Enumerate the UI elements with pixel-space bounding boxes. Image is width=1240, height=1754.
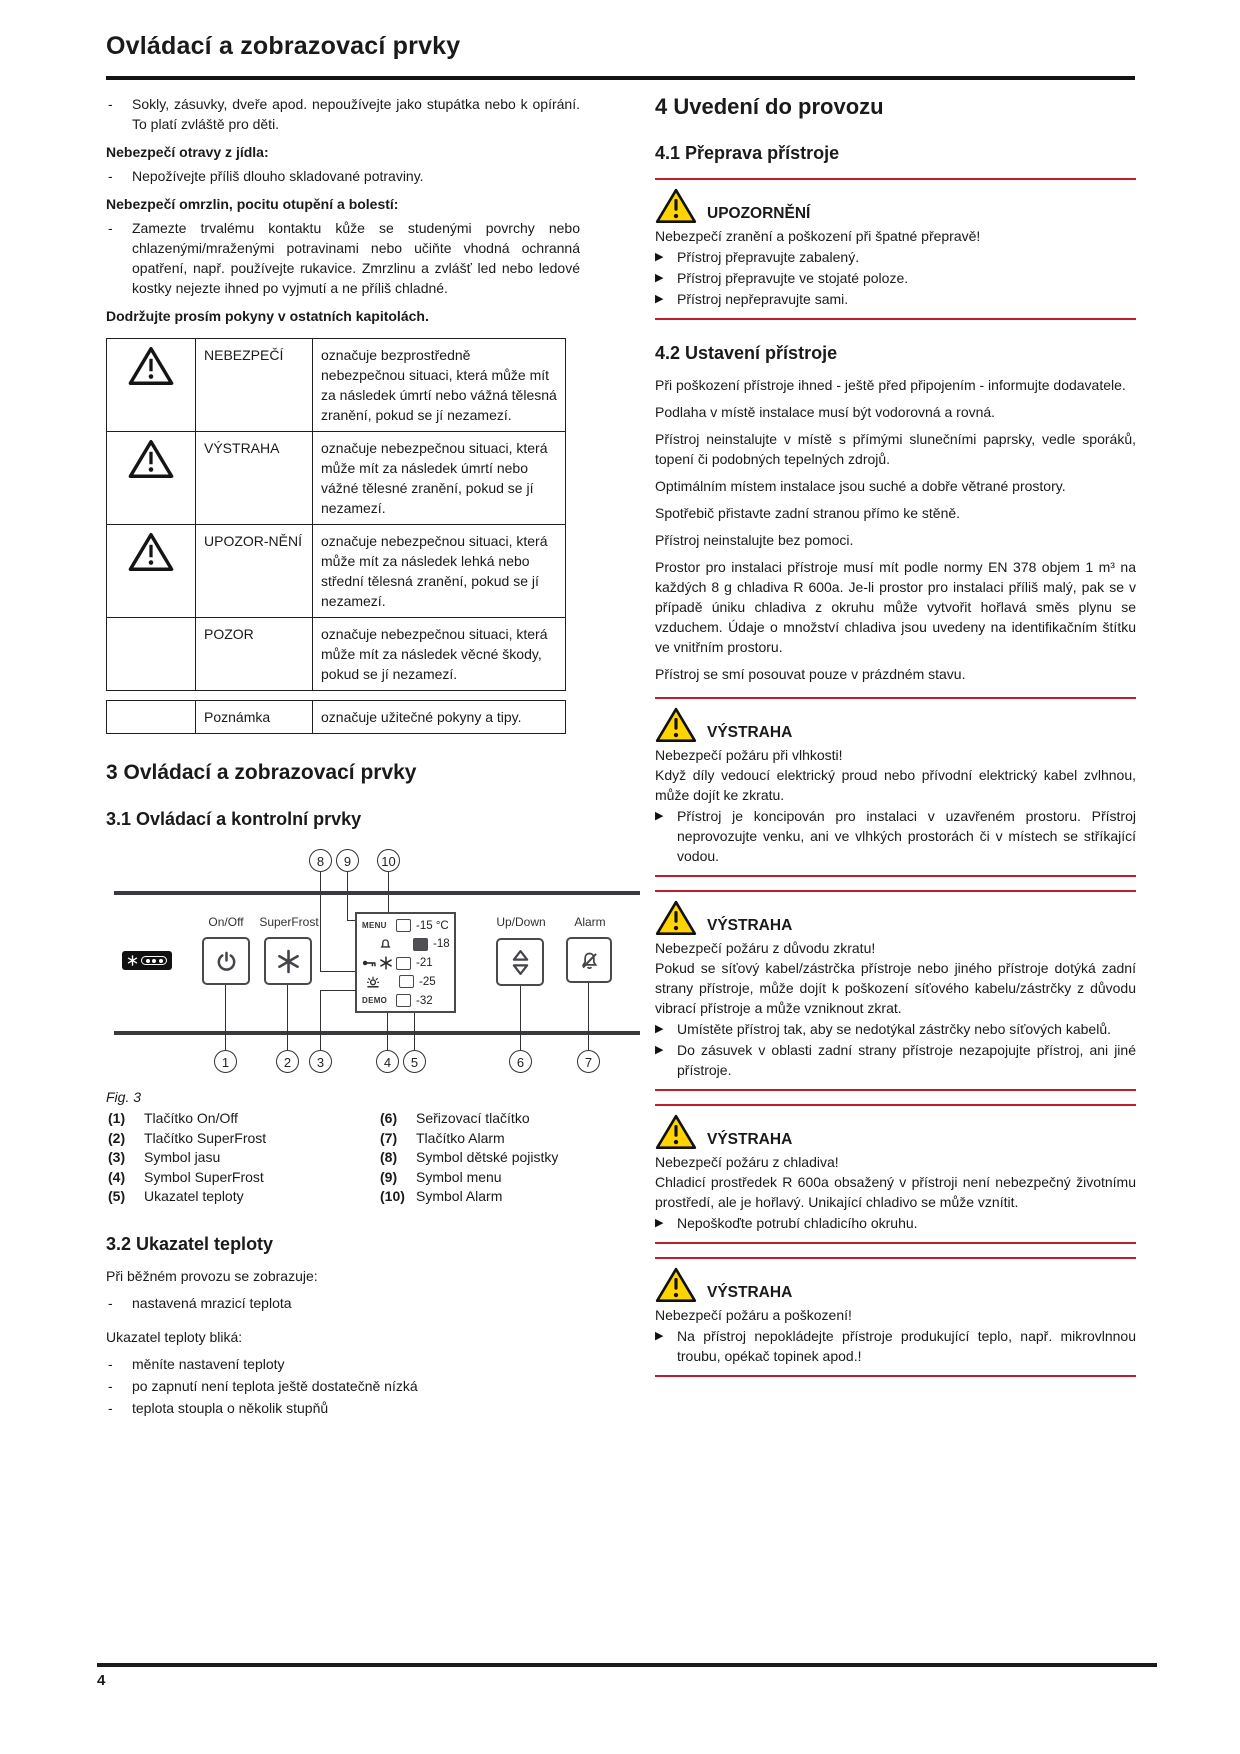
arrow-bullet: ▶ <box>655 1044 664 1056</box>
signal-word: NEBEZPEČÍ <box>196 339 313 432</box>
section-heading-3: 3 Ovládací a zobrazovací prvky <box>106 761 417 784</box>
dash-bullet: - <box>108 1356 113 1372</box>
section-heading-4-2: 4.2 Ustavení přístroje <box>655 343 838 363</box>
warning-severity: VÝSTRAHA <box>707 917 793 934</box>
paragraph: Při běžném provozu se zobrazuje: <box>106 1268 318 1284</box>
paragraph: Ukazatel teploty bliká: <box>106 1329 243 1345</box>
paragraph: Spotřebič přistavte zadní stranou přímo ke stěně. <box>655 505 961 521</box>
bell-off-icon <box>579 950 600 971</box>
callout-2: 2 <box>276 1050 299 1073</box>
section-heading-4-1: 4.1 Přeprava přístroje <box>655 143 840 163</box>
warning-triangle-icon <box>655 706 697 743</box>
legend-item: (9) Symbol menu <box>380 1168 502 1185</box>
connector-line <box>414 1013 415 1051</box>
note-table <box>106 700 566 734</box>
dash-bullet: - <box>108 220 113 236</box>
warning-action: ▶ Nepoškoďte potrubí chladicího okruhu. <box>655 1215 918 1231</box>
legend-item: (3) Symbol jasu <box>108 1149 221 1165</box>
warning-triangle-icon <box>128 531 174 572</box>
warning-subtitle: Nebezpečí požáru z důvodu zkratu! <box>655 940 876 956</box>
temperature-display <box>355 912 456 1013</box>
right-column <box>655 94 1136 1390</box>
list-item <box>106 1376 580 1396</box>
callout-3: 3 <box>309 1050 332 1073</box>
warning-subtitle: Nebezpečí požáru z chladiva! <box>655 1154 839 1170</box>
updown-button <box>496 938 544 986</box>
arrow-bullet: ▶ <box>655 251 664 263</box>
temp-checkbox <box>396 919 411 932</box>
list-item-text: po zapnutí není teplota ještě dostatečně nízká <box>132 1378 418 1394</box>
callout-6: 6 <box>509 1050 532 1073</box>
warning-severity: VÝSTRAHA <box>707 724 793 741</box>
snowflake-icon <box>127 955 138 966</box>
connector-line <box>520 986 521 1051</box>
temp-label: -15 °C <box>416 919 449 932</box>
signal-word: UPOZOR-NĚNÍ <box>196 525 313 618</box>
list-item <box>106 1398 580 1418</box>
connector-line <box>320 990 356 991</box>
demo-label: DEMO <box>362 995 388 1005</box>
temp-checkbox <box>396 994 411 1007</box>
onoff-button <box>202 937 250 985</box>
signal-word: Poznámka <box>196 701 313 734</box>
connector-line <box>287 985 288 1051</box>
left-column <box>106 94 606 1420</box>
figure-legend <box>106 1109 580 1211</box>
warning-action: ▶ Na přístroj nepokládejte přístroje produkující teplo, např. mikrovlnnou troubu, opékač topinek apod.! <box>655 1328 1136 1364</box>
list-item <box>106 1293 580 1313</box>
signal-description: označuje nebezpečnou situaci, která může mít za následek věcné škody, pokud se jí nezamezí. <box>313 618 566 691</box>
list-item-text: nastavená mrazicí teplota <box>132 1295 292 1311</box>
page-number: 4 <box>97 1672 106 1689</box>
temp-checkbox <box>399 975 414 988</box>
table-icon-cell <box>107 618 196 691</box>
warning-severity: VÝSTRAHA <box>707 1284 793 1301</box>
warning-action: ▶ Přístroj nepřepravujte sami. <box>655 291 849 307</box>
list-item <box>106 94 580 134</box>
paragraph-heading: Nebezpečí omrzlin, pocitu otupění a bolestí: <box>106 196 399 212</box>
warning-box <box>655 697 1136 877</box>
list-item <box>106 166 580 186</box>
dash-bullet: - <box>108 96 113 112</box>
connector-line <box>387 1013 388 1051</box>
panel-band-top <box>114 891 640 895</box>
legend-item: (4) Symbol SuperFrost <box>108 1168 264 1185</box>
warning-body: Když díly vedoucí elektrický proud nebo přívodní elektrický kabel zvlhnou, může dojít ke zkratu. <box>655 767 1136 803</box>
display-row <box>362 973 450 990</box>
dash-bullet: - <box>108 1378 113 1394</box>
section-heading-3-1: 3.1 Ovládací a kontrolní prvky <box>106 809 362 829</box>
warning-triangle-icon <box>128 345 174 386</box>
warning-subtitle: Nebezpečí požáru při vlhkosti! <box>655 747 843 763</box>
list-item-text: Sokly, zásuvky, dveře apod. nepoužívejte jako stupátka nebo k opírání. To platí zvláště pro děti. <box>132 96 580 132</box>
callout-9: 9 <box>336 849 359 872</box>
list-item <box>106 1354 580 1374</box>
warning-severity: UPOZORNĚNÍ <box>707 205 811 222</box>
warning-triangle-icon <box>655 187 697 224</box>
up-down-arrows-icon <box>511 949 530 976</box>
table-row <box>107 701 566 734</box>
legend-item: (10) Symbol Alarm <box>380 1188 503 1204</box>
table-icon-cell <box>107 432 196 525</box>
callout-7: 7 <box>577 1050 600 1073</box>
dash-bullet: - <box>108 168 113 184</box>
warning-body: Pokud se síťový kabel/zástrčka přístroje nebo jiného přístroje dotýká zadní strany přístroje, může dojít k poškození síťového kabelu/zástrčky z důvodu vibrací přístroje a může vzniknout zkrat. <box>655 960 1136 1016</box>
list-item-text: měníte nastavení teploty <box>132 1356 285 1372</box>
paragraph-heading: Dodržujte prosím pokyny v ostatních kapitolách. <box>106 308 429 324</box>
warning-action: ▶ Přístroj přepravujte ve stojaté poloze. <box>655 270 909 286</box>
bell-icon <box>379 938 392 951</box>
list-item <box>106 218 580 298</box>
power-icon <box>215 950 238 973</box>
warning-triangle-icon <box>655 1113 697 1150</box>
display-row <box>362 917 450 934</box>
callout-10: 10 <box>377 849 400 872</box>
display-row <box>362 992 450 1009</box>
legend-item: (1) Tlačítko On/Off <box>108 1110 238 1126</box>
sun-brightness-icon <box>365 975 381 988</box>
signal-description: označuje nebezpečnou situaci, která může mít za následek úmrtí nebo vážné tělesné zranění, pokud se jí nezamezí. <box>313 432 566 525</box>
paragraph: Optimálním místem instalace jsou suché a dobře větrané prostory. <box>655 478 1066 494</box>
arrow-bullet: ▶ <box>655 810 664 822</box>
table-row <box>107 432 566 525</box>
logo-dots <box>141 956 167 965</box>
signal-word: POZOR <box>196 618 313 691</box>
table-row <box>107 618 566 691</box>
table-icon-cell <box>107 525 196 618</box>
table-icon-cell <box>107 339 196 432</box>
connector-line <box>320 990 321 1051</box>
temp-checkbox <box>396 957 411 970</box>
temp-label: -18 <box>433 938 450 951</box>
warning-triangle-icon <box>128 438 174 479</box>
arrow-bullet: ▶ <box>655 1330 664 1342</box>
list-item-text: Nepožívejte příliš dlouho skladované potraviny. <box>132 168 424 184</box>
temp-label: -32 <box>416 994 433 1007</box>
signal-description: označuje užitečné pokyny a tipy. <box>313 701 566 734</box>
warning-box <box>655 890 1136 1091</box>
paragraph: Prostor pro instalaci přístroje musí mít podle normy EN 378 objem 1 m³ na každých 8 g chladiva R 600a. Je-li prostor pro instalaci příliš malý, pak se v případě úniku chladiva z okruhu může vytvořit hořlavá směs plynu se vzduchem. Údaje o množství chladiva jsou uvedeny na identifikačním štítku ve vnitřním prostoru. <box>655 559 1136 655</box>
table-icon-cell <box>107 701 196 734</box>
legend-item: (2) Tlačítko SuperFrost <box>108 1129 267 1146</box>
footer-rule <box>97 1663 1157 1667</box>
temp-checkbox <box>413 938 428 951</box>
legend-item: (8) Symbol dětské pojistky <box>380 1149 559 1165</box>
connector-line <box>225 985 226 1051</box>
snowflake-icon <box>276 949 301 974</box>
signal-description: označuje bezprostředně nebezpečnou situaci, která může mít za následek úmrtí nebo vážná tělesná zranění, pokud se jí nezamezí. <box>313 339 566 432</box>
legend-item: (7) Tlačítko Alarm <box>380 1129 505 1146</box>
superfrost-label: SuperFrost <box>259 915 319 929</box>
updown-label: Up/Down <box>496 915 546 929</box>
warning-triangle-icon <box>655 899 697 936</box>
arrow-bullet: ▶ <box>655 293 664 305</box>
section-heading-3-2: 3.2 Ukazatel teploty <box>106 1234 274 1254</box>
control-panel-figure <box>106 845 640 1081</box>
paragraph: Přístroj neinstalujte bez pomoci. <box>655 532 854 548</box>
warning-box <box>655 178 1136 320</box>
key-icon <box>362 958 377 968</box>
connector-line <box>347 872 348 921</box>
signal-description: označuje nebezpečnou situaci, která může mít za následek lehká nebo střední tělesná zranění, pokud se jí nezamezí. <box>313 525 566 618</box>
callout-5: 5 <box>403 1050 426 1073</box>
paragraph: Přístroj neinstalujte v místě s přímými slunečními paprsky, vedle sporáků, topení či podobných tepelných zdrojů. <box>655 431 1136 467</box>
title-rule <box>106 76 1135 80</box>
display-row <box>362 955 450 972</box>
connector-line <box>320 971 360 972</box>
temp-label: -25 <box>419 975 436 988</box>
paragraph: Při poškození přístroje ihned - ještě před připojením - informujte dodavatele. <box>655 377 1126 393</box>
warning-triangle-icon <box>655 1266 697 1303</box>
list-item-text: Zamezte trvalému kontaktu kůže se studenými povrchy nebo chlazenými/mraženými potravinami nebo učiňte vhodná ochranná opatření, např. používejte rukavice. Zmrzlinu a zvlášť led nebo ledové kostky nejezte ihned po vyjmutí a ne příliš chladné. <box>132 220 580 296</box>
paragraph-heading: Nebezpečí otravy z jídla: <box>106 144 269 160</box>
table-row <box>107 525 566 618</box>
figure-caption: Fig. 3 <box>106 1089 142 1105</box>
display-row <box>362 936 450 953</box>
page-title: Ovládací a zobrazovací prvky <box>106 32 461 60</box>
snowflake-icon <box>379 956 393 970</box>
panel-band-bottom <box>114 1031 640 1035</box>
arrow-bullet: ▶ <box>655 272 664 284</box>
arrow-bullet: ▶ <box>655 1023 664 1035</box>
callout-1: 1 <box>214 1050 237 1073</box>
warning-box <box>655 1257 1136 1377</box>
warning-box <box>655 1104 1136 1244</box>
callout-4: 4 <box>376 1050 399 1073</box>
alarm-button <box>566 937 612 983</box>
arrow-bullet: ▶ <box>655 1217 664 1229</box>
list-item-text: teplota stoupla o několik stupňů <box>132 1400 329 1416</box>
signal-word: VÝSTRAHA <box>196 432 313 525</box>
dash-bullet: - <box>108 1295 113 1311</box>
warning-action: ▶ Umístěte přístroj tak, aby se nedotýkal zástrčky nebo síťových kabelů. <box>655 1021 1111 1037</box>
onoff-label: On/Off <box>208 915 244 929</box>
superfrost-button <box>264 937 312 985</box>
warning-action: ▶ Přístroj přepravujte zabalený. <box>655 249 860 265</box>
menu-label: MENU <box>362 920 387 930</box>
warning-body: Chladicí prostředek R 600a obsažený v přístroji není nebezpečný životnímu prostředí, ale je hořlavý. Unikající chladivo se může vznítit. <box>655 1174 1136 1210</box>
legend-item: (5) Ukazatel teploty <box>108 1188 244 1204</box>
connector-line <box>588 983 589 1051</box>
section-heading-4: 4 Uvedení do provozu <box>655 94 884 119</box>
callout-8: 8 <box>309 849 332 872</box>
legend-item: (6) Seřizovací tlačítko <box>380 1110 530 1126</box>
paragraph: Podlaha v místě instalace musí být vodorovná a rovná. <box>655 404 996 420</box>
brand-logo <box>122 951 172 970</box>
warning-action: ▶ Do zásuvek v oblasti zadní strany přístroje nezapojujte přístroj, ani jiné přístroje. <box>655 1042 1136 1078</box>
warning-subtitle: Nebezpečí zranění a poškození při špatné přepravě! <box>655 228 981 244</box>
alarm-label: Alarm <box>574 915 606 929</box>
warning-subtitle: Nebezpečí požáru a poškození! <box>655 1307 852 1323</box>
temp-label: -21 <box>416 957 433 969</box>
warning-severity: VÝSTRAHA <box>707 1131 793 1148</box>
signal-word-table <box>106 338 566 691</box>
dash-bullet: - <box>108 1400 113 1416</box>
paragraph: Přístroj se smí posouvat pouze v prázdném stavu. <box>655 666 966 682</box>
warning-action: ▶ Přístroj je koncipován pro instalaci v uzavřeném prostoru. Přístroj neprovozujte venku, ani ve vlhkých prostorách či v místech se stříkající vodou. <box>655 808 1136 864</box>
table-row <box>107 339 566 432</box>
